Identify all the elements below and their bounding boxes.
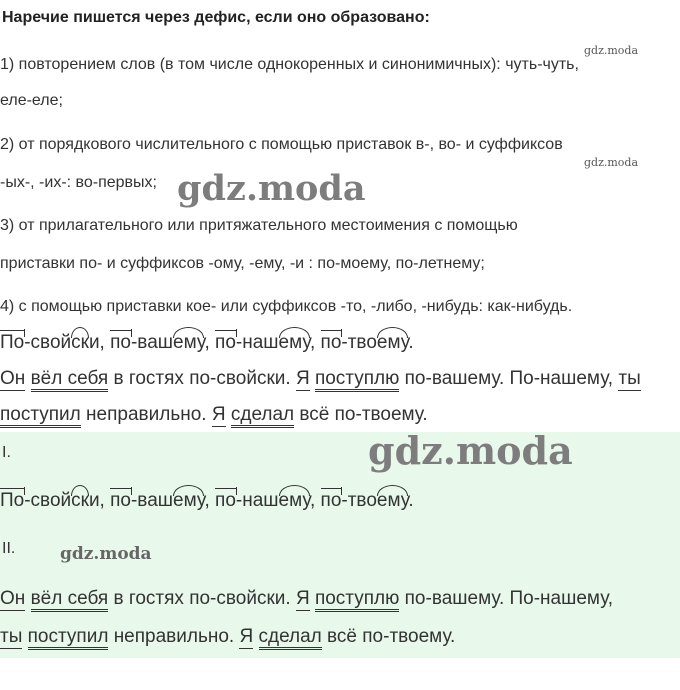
rules-heading: Наречие пишется через дефис, если оно образовано: [2,9,430,26]
subject: ты [0,626,23,647]
rule-3-line-2: приставки по- и суффиксов -ому, -ему, -и : по-моему, по-летнему; [0,255,485,272]
morph-suffix: ему [376,332,409,353]
predicate: поступлю [315,588,399,612]
subject: Он [0,368,26,389]
subject: ты [618,368,641,389]
rule-3-line-1: 3) от прилагательного или притяжательного местоимения с помощью [0,217,518,234]
predicate: сделал [231,404,294,428]
subject: Я [295,588,310,609]
predicate: вёл себя [31,368,109,392]
rule-1-line-2: еле-еле; [0,92,63,109]
watermark-small-2: gdz.moda [584,156,639,169]
morph-suffix: ему [173,332,205,353]
morph-prefix: по [215,332,236,353]
morph-prefix: по [110,490,131,511]
rule-1-line-1: 1) повторением слов (в том числе однокоренных и синонимичных): чуть-чуть, [0,56,579,73]
answer-label-2: II. [2,540,16,557]
morph-suffix: ему [278,490,310,511]
watermark-small-1: gdz.moda [584,44,639,57]
morph-prefix: по [320,332,342,353]
morpheme-line-answer: По-свойски, по-вашему, по-нашему, по-твоему. [0,490,414,511]
watermark-big-1: gdz.moda [177,168,366,209]
morph-suffix: ему [173,490,205,511]
rule-4-line-1: 4) с помощью приставки кое- или суффиксов -то, -либо, -нибудь: как-нибудь. [0,298,573,315]
morph-prefix: по [320,490,342,511]
morpheme-line-top: По-свойски, по-вашему, по-нашему, по-твоему. [0,332,414,353]
morph-suffix: ему [376,490,409,511]
answer-label-1: I. [2,444,11,461]
sentence-line-2: поступил неправильно. Я сделал всё по-твоему. [0,404,428,426]
subject: Он [0,588,26,609]
answer-sentence-line-1: Он вёл себя в гостях по-свойски. Я поступлю по-вашему. По-нашему, [0,588,613,610]
morph-suffix: ему [278,332,310,353]
rule-2-line-1: 2) от порядкового числительного с помощью приставок в-, во- и суффиксов [0,136,563,153]
morph-prefix: По [0,490,25,511]
answer-sentence-line-2: ты поступил неправильно. Я сделал всё по-твоему. [0,626,455,648]
morph-prefix: по [215,490,236,511]
watermark-mid: gdz.moda [60,544,152,564]
morph-suffix: ск [71,332,89,353]
morph-suffix: ск [71,490,89,511]
watermark-big-2: gdz.moda [368,428,573,473]
subject: Я [239,626,254,647]
sentence-line-1: Он вёл себя в гостях по-свойски. Я поступлю по-вашему. По-нашему, ты [0,368,641,390]
predicate: поступил [28,626,109,650]
predicate: вёл себя [31,588,109,612]
subject: Я [211,404,226,425]
morph-prefix: по [110,332,131,353]
predicate: сделал [259,626,322,650]
rule-2-line-2: -ых-, -их-: во-первых; [0,174,157,191]
predicate: поступлю [315,368,399,392]
morph-prefix: По [0,332,25,353]
subject: Я [295,368,310,389]
predicate: поступил [0,404,81,428]
